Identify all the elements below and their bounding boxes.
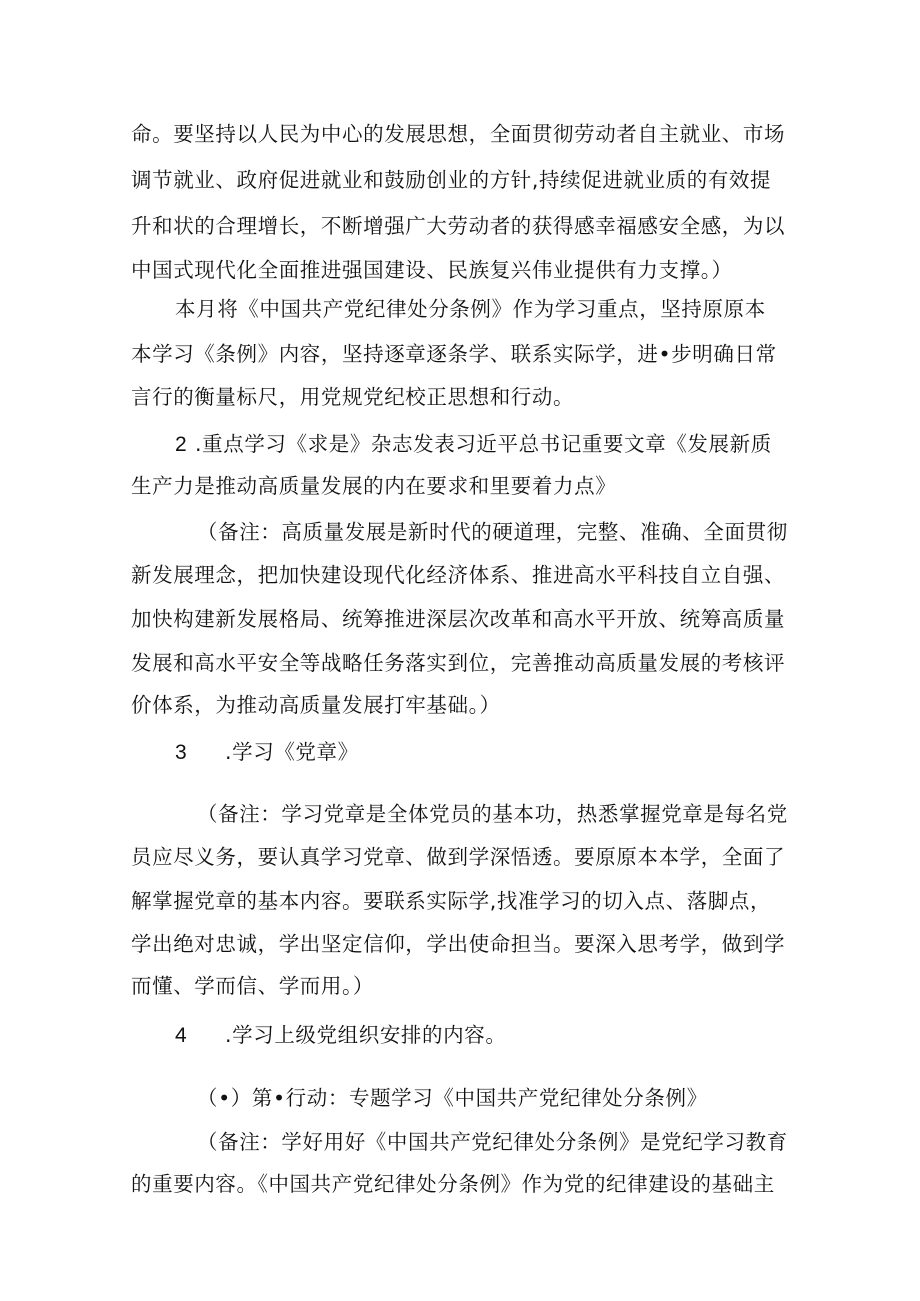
item-number: 4 xyxy=(175,1024,188,1047)
text-line: （备注：学习党章是全体党员的基本功，热悉掌握党章是每名党 xyxy=(197,802,788,826)
numbered-item-4 xyxy=(0,1020,920,1050)
text-line: 解掌握党章的基本内容。要联系实际学,找准学习的切入点、落脚点， xyxy=(131,889,772,913)
text-line: 命。要坚持以人民为中心的发展思想，全面贯彻劳动者自主就业、市场 xyxy=(131,122,786,146)
text-line: 本学习《条例》内容，坚持逐章逐条学、联系实际学，进•步明确日常 xyxy=(131,342,777,366)
item-text: .学习上级党组织安排的内容。 xyxy=(225,1023,507,1047)
text-line: 生产力是推动高质量发展的内在要求和里要着力点》 xyxy=(131,474,617,498)
item-number: 3 xyxy=(175,741,188,764)
text-line: （备注：学好用好《中国共产党纪律处分条例》是党纪学习教育 xyxy=(197,1130,788,1154)
numbered-item-3 xyxy=(0,737,920,767)
text-line: 员应尽义务，要认真学习党章、做到学深悟透。要原原本本学，全面了 xyxy=(131,845,786,869)
text-line: 言行的衡量标尺，用党规党纪校正思想和行动。 xyxy=(131,385,575,409)
item-text: .重点学习《求是》杂志发表习近平总书记重要文章《发展新质 xyxy=(195,432,772,456)
text-line: 升和状的合理增长，不断增强广大劳动者的获得感幸福感安全感，为以 xyxy=(131,214,786,238)
section-heading: （•）第•行动：专题学习《中国共产党纪律处分条例》 xyxy=(197,1086,708,1110)
text-line: 调节就业、政府促进就业和鼓励创业的方针,持续促进就业质的有效提 xyxy=(131,168,772,192)
text-line: 加快构建新发展格局、统筹推进深层次改革和高水平开放、统筹高质量 xyxy=(131,607,786,631)
text-line: 本月将《中国共产党纪律处分条例》作为学习重点，坚持原原本 xyxy=(175,297,766,321)
text-line: 价体系，为推动高质量发展打牢基础。） xyxy=(131,693,501,717)
text-line: 学出绝对忠诚，学出坚定信仰，学出使命担当。要深入思考学，做到学 xyxy=(131,932,786,956)
item-text: .学习《党章》 xyxy=(225,740,359,764)
text-line: 发展和高水平安全等战略任务落实到位，完善推动高质量发展的考核评 xyxy=(131,651,786,675)
numbered-item-2 xyxy=(0,429,920,459)
text-line: 中国式现代化全面推进强国建设、民族复兴伟业提供有力支撑。） xyxy=(131,258,733,282)
text-line: 新发展理念，把加快建设现代化经济体系、推进高水平科技自立自强、 xyxy=(131,563,786,587)
item-number: 2 xyxy=(175,433,188,456)
text-line: 而懂、学而信、学而用。） xyxy=(131,974,374,998)
text-line: （备注：高质量发展是新时代的硬道理，完整、准确、全面贯彻 xyxy=(197,520,788,544)
text-line: 的重要内容。《中国共产党纪律处分条例》作为党的纪律建设的基础主 xyxy=(131,1172,775,1196)
